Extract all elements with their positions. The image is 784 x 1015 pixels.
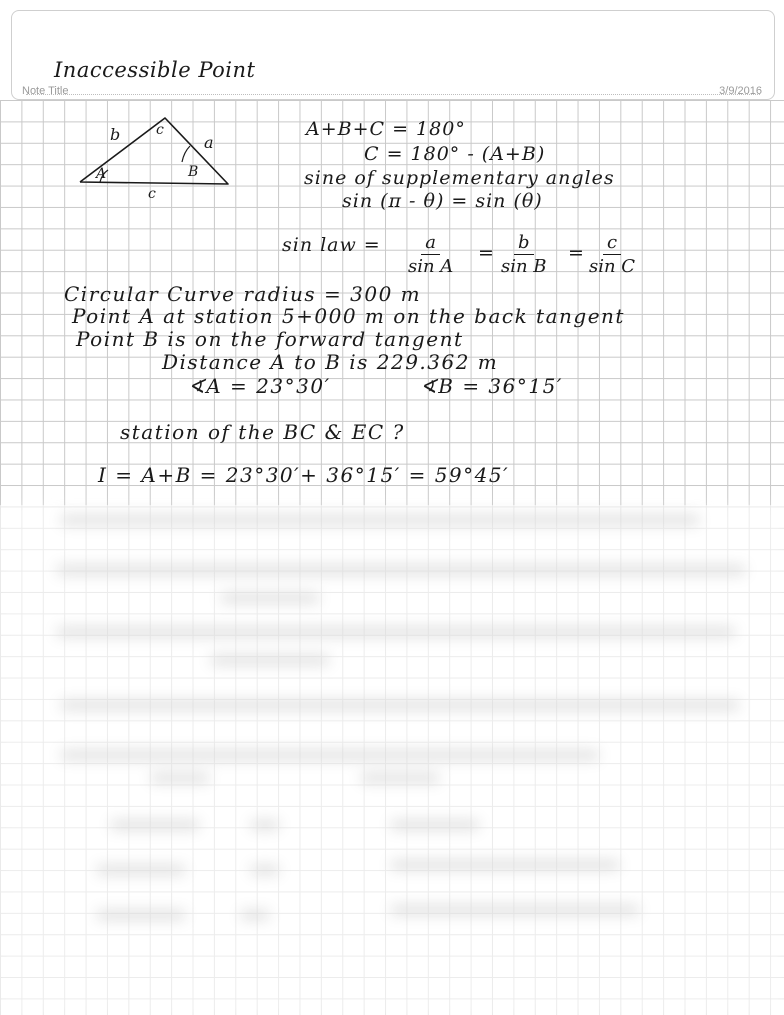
angle-c-label: c (156, 122, 164, 138)
note-date: 3/9/2016 (719, 85, 762, 97)
fraction-a-denominator: sin A (408, 256, 454, 277)
angle-a-value: ∢A = 23°30′ (188, 374, 331, 398)
question-text: station of the BC & EC ? (120, 420, 405, 444)
problem-point-a: Point A at station 5+000 m on the back tangent (72, 304, 625, 328)
c-formula: C = 180° - (A+B) (364, 143, 546, 165)
angle-b-value: ∢B = 36°15′ (420, 374, 563, 398)
fraction-c-over-sin-c (585, 232, 639, 279)
angle-a-label: A (96, 166, 107, 182)
fraction-b-denominator: sin B (501, 256, 547, 277)
fraction-b-numerator: b (514, 232, 534, 255)
note-title-label: Note Title (22, 85, 69, 97)
fraction-a-numerator: a (421, 232, 440, 255)
problem-distance: Distance A to B is 229.362 m (162, 350, 499, 374)
sin-law-equals-1: = (478, 242, 495, 264)
header-divider (26, 94, 760, 95)
problem-point-b: Point B is on the forward tangent (76, 327, 464, 351)
side-b-label: b (110, 125, 121, 144)
side-c-label: c (148, 186, 156, 202)
sine-note: sine of supplementary angles (304, 167, 615, 189)
fraction-a-over-sin-a (404, 232, 457, 279)
fraction-c-denominator: sin C (589, 256, 636, 277)
triangle-diagram (70, 112, 240, 202)
problem-radius: Circular Curve radius = 300 m (64, 282, 422, 306)
side-a-label: a (204, 133, 214, 152)
blur-overlay (0, 505, 784, 1015)
handwritten-title: Inaccessible Point (54, 58, 256, 82)
fraction-c-numerator: c (603, 232, 621, 255)
fraction-b-over-sin-b (497, 232, 551, 279)
angle-b-label: B (188, 164, 199, 180)
sin-law-equals-2: = (568, 242, 585, 264)
note-header (11, 10, 775, 100)
sin-law-prefix: sin law = (282, 234, 381, 256)
sine-identity: sin (π - θ) = sin (θ) (342, 190, 543, 212)
deflection-angle-result: I = A+B = 23°30′+ 36°15′ = 59°45′ (98, 463, 510, 487)
angle-b-arc (182, 146, 190, 162)
angle-sum-equation: A+B+C = 180° (306, 118, 466, 140)
